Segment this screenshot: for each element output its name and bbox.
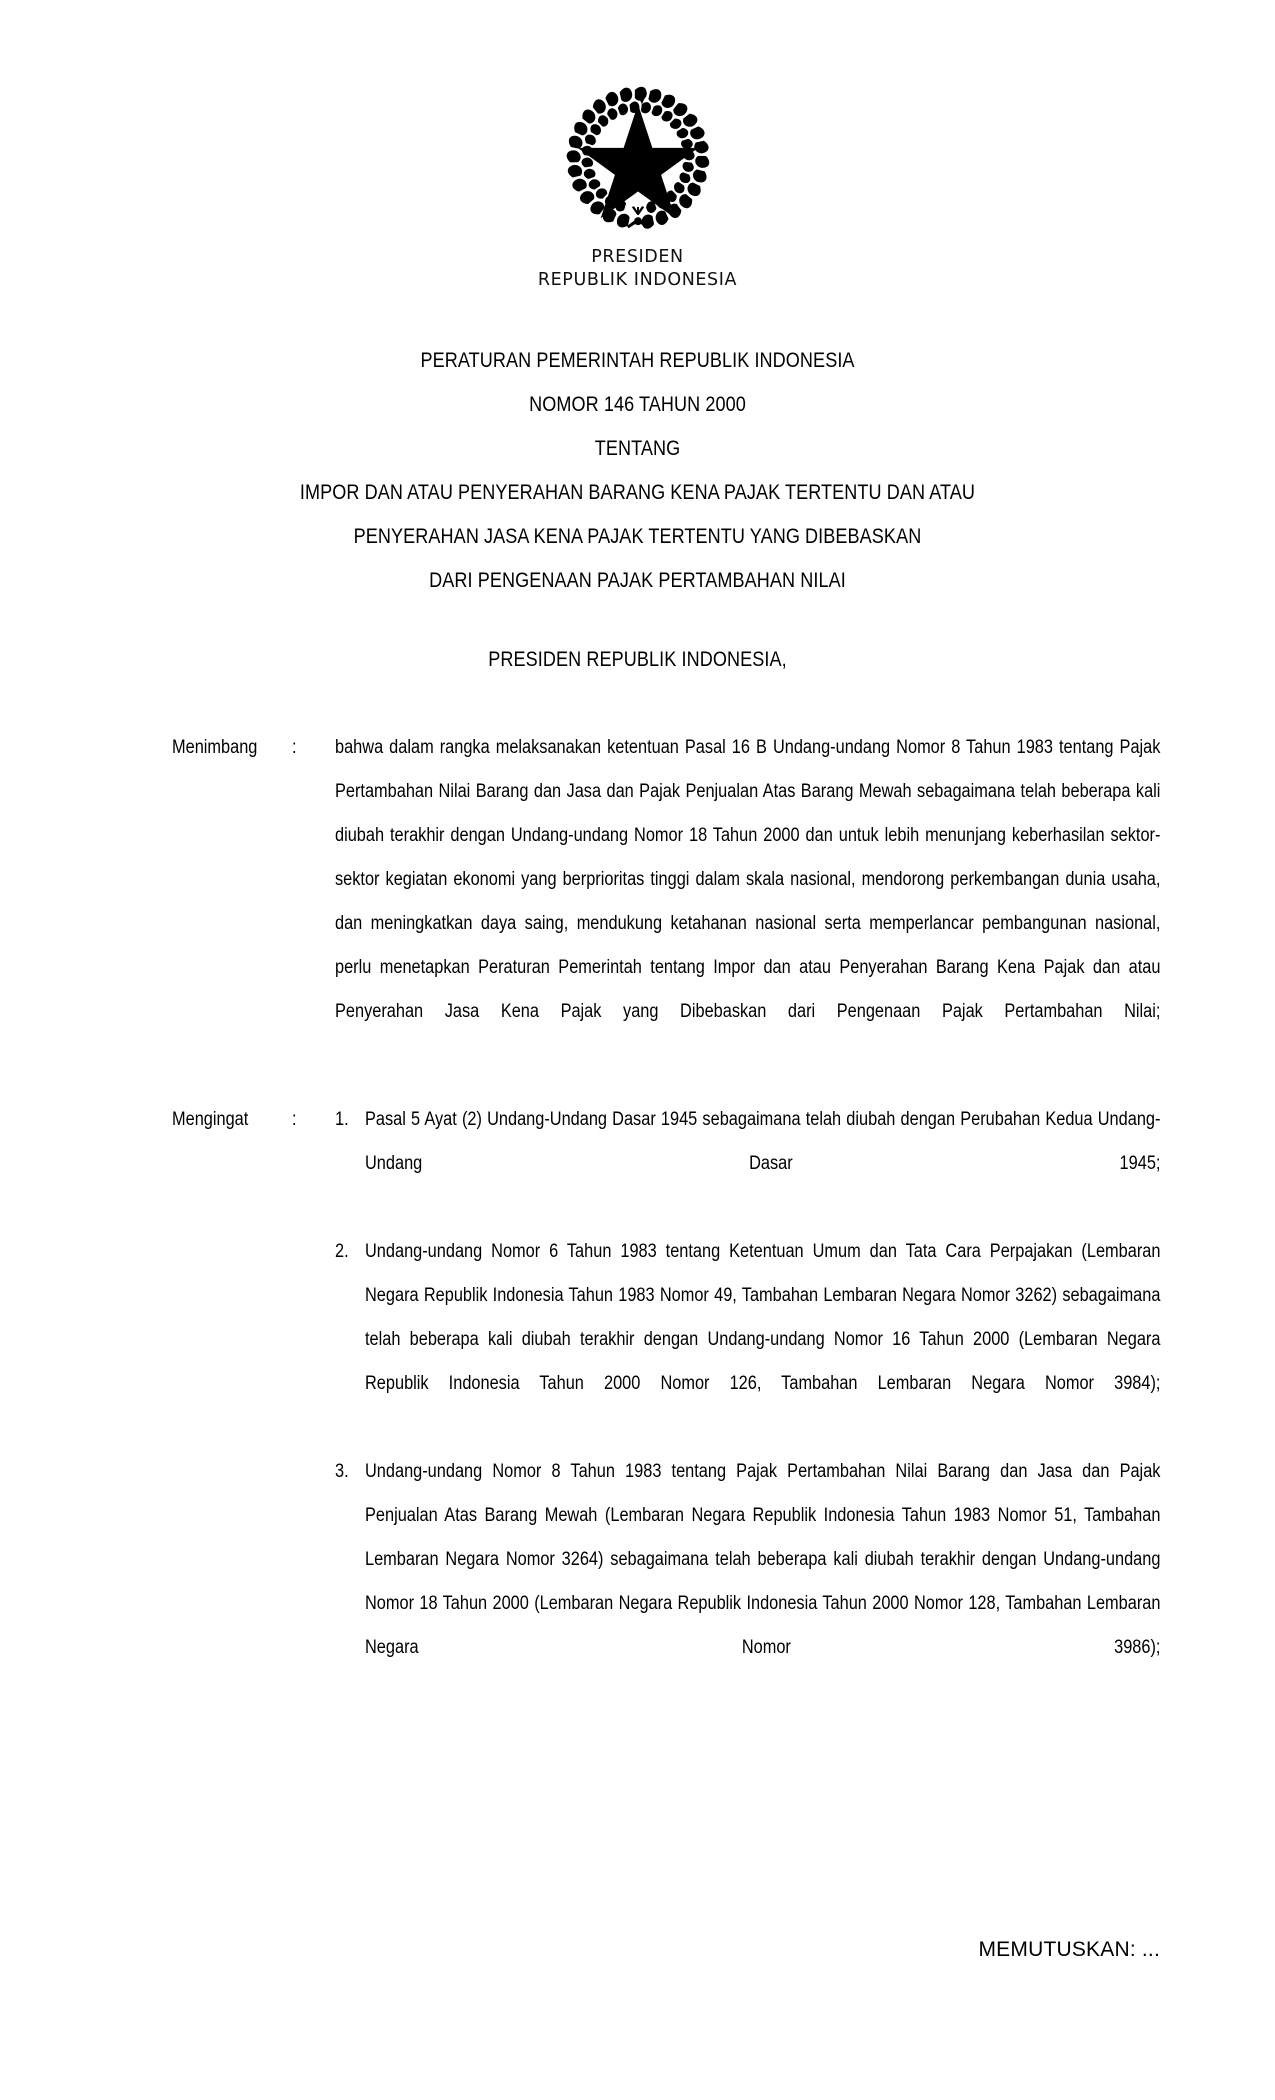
mengingat-label: Mengingat (172, 1109, 249, 1130)
menimbang-body (335, 726, 1161, 1078)
list-item-text: Undang-undang Nomor 6 Tahun 1983 tentang Ketentuan Umum dan Tata Cara Perpajakan (Lembaran Negara Republik Indonesia Tahun 1983 Nomor 49, Tambahan Lembaran Negara Nomor 3262) sebagaimana telah beberapa kali diubah terakhir dengan Undang-undang Nomor 16 Tahun 2000 (Lembaran Negara Republik Indonesia Tahun 2000 Nomor 126, Tambahan Lembaran Negara Nomor 3984); (365, 1241, 1161, 1394)
list-item-text: Pasal 5 Ayat (2) Undang-Undang Dasar 1945 sebagaimana telah diubah dengan Perubahan Kedua Undang-Undang Dasar 1945; (365, 1109, 1161, 1174)
list-item (335, 1450, 1161, 1714)
document-body (0, 726, 1275, 1734)
clause-mengingat (0, 1098, 1275, 1714)
list-item-text: Undang-undang Nomor 8 Tahun 1983 tentang Pajak Pertambahan Nilai Barang dan Jasa dan Pajak Penjualan Atas Barang Mewah (Lembaran Negara Republik Indonesia Tahun 1983 Nomor 51, Tambahan Lembaran Negara Nomor 3264) sebagaimana telah beberapa kali diubah terakhir dengan Undang-undang Nomor 18 Tahun 2000 (Lembaran Negara Republik Indonesia Tahun 2000 Nomor 128, Tambahan Lembaran Negara Nomor 3986); (365, 1461, 1161, 1658)
emblem-caption (0, 246, 1275, 292)
title-line-tentang: TENTANG (594, 436, 681, 460)
mengingat-list (335, 1098, 1161, 1714)
opening-line (0, 644, 1275, 674)
title-line-1: PERATURAN PEMERINTAH REPUBLIK INDONESIA (420, 348, 855, 372)
title-line-number: NOMOR 146 TAHUN 2000 (529, 392, 746, 416)
list-item (335, 1230, 1161, 1450)
clause-menimbang (0, 726, 1275, 1078)
list-item-marker: 3. (335, 1461, 349, 1482)
footer-continuation-text: MEMUTUSKAN: ... (978, 1938, 1160, 1961)
menimbang-paragraph: bahwa dalam rangka melaksanakan ketentuan Pasal 16 B Undang-undang Nomor 8 Tahun 1983 tentang Pajak Pertambahan Nilai Barang dan Jasa dan Pajak Penjualan Atas Barang Mewah sebagaimana telah beberapa kali diubah terakhir dengan Undang-undang Nomor 18 Tahun 2000 dan untuk lebih menunjang keberhasilan sektor-sektor kegiatan ekonomi yang berprioritas tinggi dalam skala nasional, mendorong perkembangan dunia usaha, dan meningkatkan daya saing, mendukung ketahanan nasional serta memperlancar pembangunan nasional, perlu menetapkan Peraturan Pemerintah tentang Impor dan atau Penyerahan Barang Kena Pajak dan atau Penyerahan Jasa Kena Pajak yang Dibebaskan dari Pengenaan Pajak Pertambahan Nilai; (335, 737, 1161, 1022)
emblem-caption-line-2: REPUBLIK INDONESIA (537, 270, 738, 290)
opening-text: PRESIDEN REPUBLIK INDONESIA, (488, 647, 787, 671)
list-item-text-wrap (365, 1098, 1161, 1230)
page-footer (0, 1938, 1275, 1962)
menimbang-label: Menimbang (172, 737, 258, 758)
emblem-block (0, 78, 1275, 292)
list-item-text-wrap (365, 1450, 1161, 1714)
mengingat-body (335, 1098, 1161, 1714)
list-item-marker: 2. (335, 1241, 349, 1262)
title-line-5: PENYERAHAN JASA KENA PAJAK TERTENTU YANG DIBEBASKAN (353, 524, 922, 548)
menimbang-colon: : (292, 737, 297, 758)
title-line-4: IMPOR DAN ATAU PENYERAHAN BARANG KENA PAJAK TERTENTU DAN ATAU (299, 480, 976, 504)
list-item-marker: 1. (335, 1109, 349, 1130)
emblem-caption-line-1: PRESIDEN (591, 247, 684, 267)
title-line-6: DARI PENGENAAN PAJAK PERTAMBAHAN NILAI (429, 568, 846, 592)
mengingat-colon: : (292, 1109, 297, 1130)
list-item (335, 1098, 1161, 1230)
document-title-block (0, 338, 1275, 602)
list-item-text-wrap (365, 1230, 1161, 1450)
indonesia-presidential-emblem-icon (559, 78, 717, 238)
